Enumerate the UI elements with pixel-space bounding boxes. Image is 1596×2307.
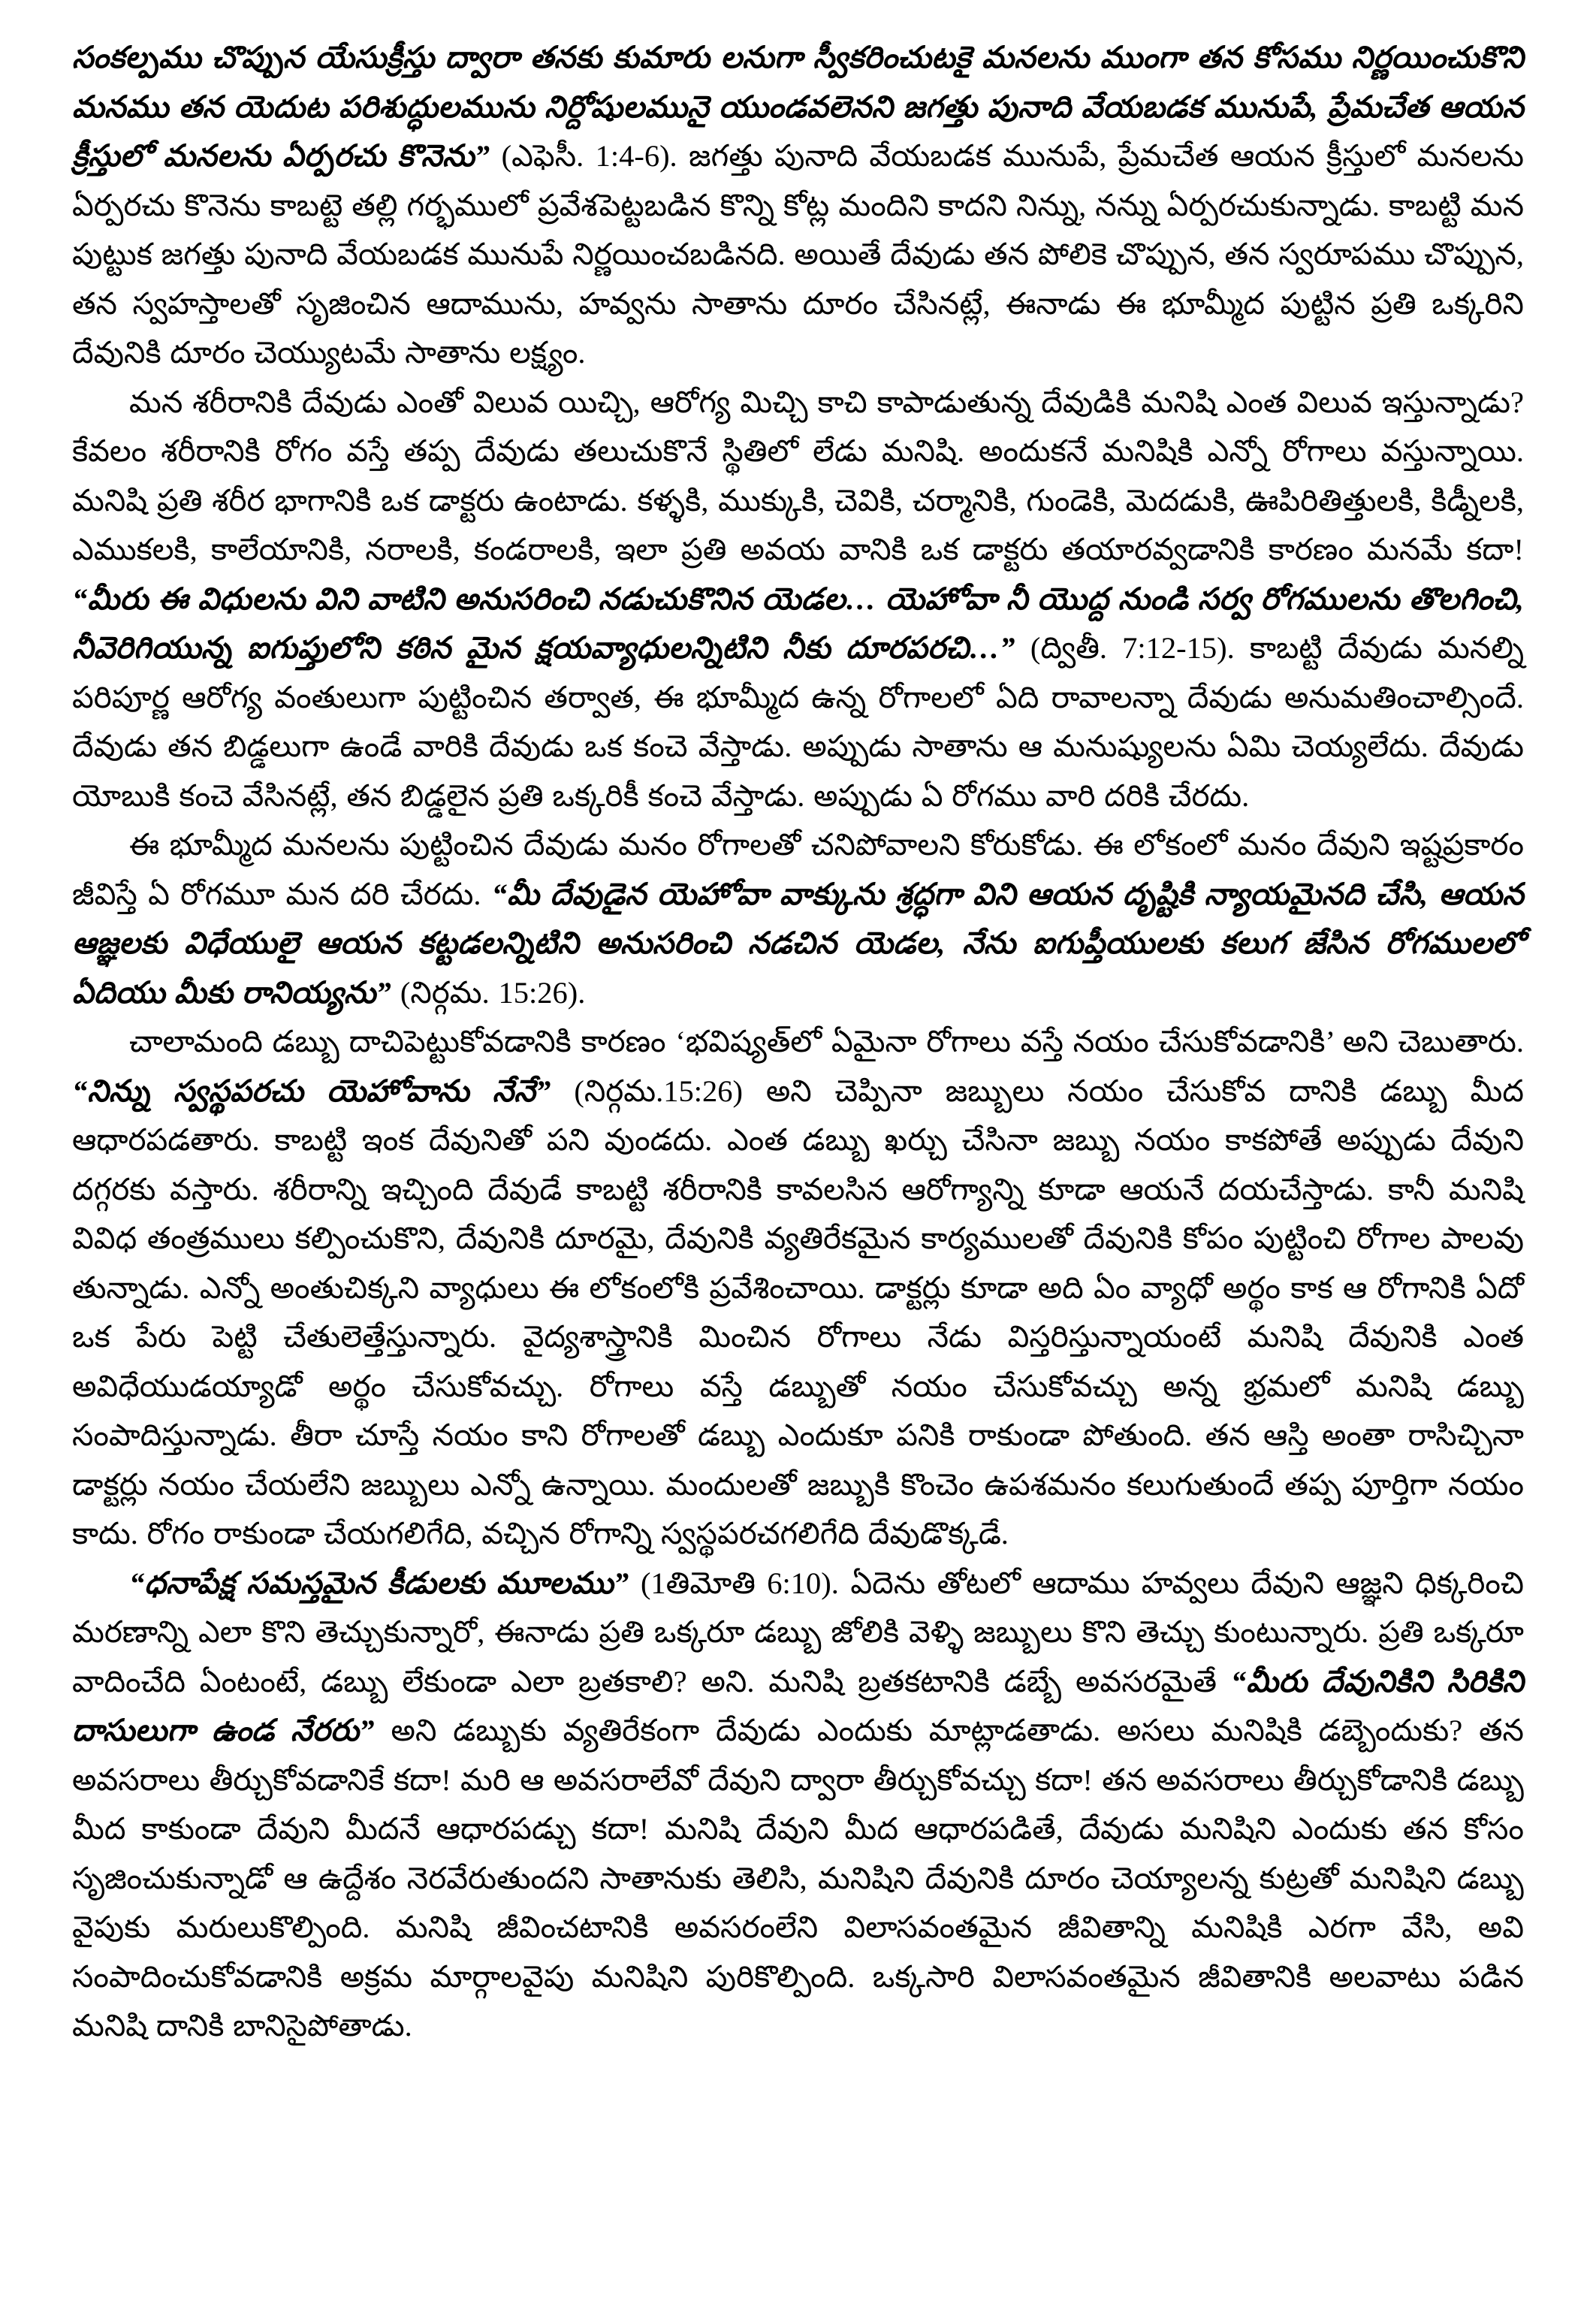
- paragraph: [72, 378, 1524, 821]
- body-text-run: (నిర్గమ.15:26) అని చెప్పినా జబ్బులు నయం చేసుకోవ దానికి డబ్బు మీద ఆధారపడతారు. కాబట్టి ఇంక దేవునితో పని వుండదు. ఎంత డబ్బు ఖర్చు చేసినా జబ్బు నయం కాకపోతే అప్పుడు దేవుని దగ్గరకు వస్తారు. శరీరాన్ని ఇచ్చింది దేవుడే కాబట్టి శరీరానికి కావలసిన ఆరోగ్యాన్ని కూడా ఆయనే దయచేస్తాడు. కానీ మనిషి వివిధ తంత్రములు కల్పించుకొని, దేవునికి దూరమై, దేవునికి వ్యతిరేకమైన కార్యములతో దేవునికి కోపం పుట్టించి రోగాల పాలవు తున్నాడు. ఎన్నో అంతుచిక్కని వ్యాధులు ఈ లోకంలోకి ప్రవేశించాయి. డాక్టర్లు కూడా అది ఏం వ్యాధో అర్థం కాక ఆ రోగానికి ఏదో ఒక పేరు పెట్టి చేతులెత్తేస్తున్నారు. వైద్యశాస్త్రానికి మించిన రోగాలు నేడు విస్తరిస్తున్నాయంటే మనిషి దేవునికి ఎంత అవిధేయుడయ్యాడో అర్థం చేసుకోవచ్చు. రోగాలు వస్తే డబ్బుతో నయం చేసుకోవచ్చు అన్న భ్రమలో మనిషి డబ్బు సంపాదిస్తున్నాడు. తీరా చూస్తే నయం కాని రోగాలతో డబ్బు ఎందుకూ పనికి రాకుండా పోతుంది. తన ఆస్తి అంతా రాసిచ్చినా డాక్టర్లు నయం చేయలేని జబ్బులు ఎన్నో ఉన్నాయి. మందులతో జబ్బుకి కొంచెం ఉపశమనం కలుగుతుందే తప్ప పూర్తిగా నయం కాదు. రోగం రాకుండా చేయగలిగేది, వచ్చిన రోగాన్ని స్వస్థపరచగలిగేది దేవుడొక్కడే.: [72, 1073, 1524, 1551]
- body-text-run: (ద్వితీ. 7:12-15). కాబట్టి దేవుడు మనల్ని పరిపూర్ణ ఆరోగ్య వంతులుగా పుట్టించిన తర్వాత, ఈ భూమ్మీద ఉన్న రోగాలలో ఏది రావాలన్నా దేవుడు అనుమతించాల్సిందే. దేవుడు తన బిడ్డలుగా ఉండే వారికి దేవుడు ఒక కంచె వేస్తాడు. అప్పుడు సాతాను ఆ మనుష్యులను ఏమి చెయ్యలేదు. దేవుడు యోబుకి కంచె వేసినట్లే, తన బిడ్డలైన ప్రతి ఒక్కరికీ కంచె వేస్తాడు. అప్పుడు ఏ రోగము వారి దరికి చేరదు.: [72, 631, 1524, 813]
- paragraph: [72, 1017, 1524, 1559]
- body-text-run: అని డబ్బుకు వ్యతిరేకంగా దేవుడు ఎందుకు మాట్లాడతాడు. అసలు మనిషికి డబ్బెందుకు? తన అవసరాలు తీర్చుకోవడానికే కదా! మరి ఆ అవసరాలేవో దేవుని ద్వారా తీర్చుకోవచ్చు కదా! తన అవసరాలు తీర్చుకోడానికి డబ్బు మీద కాకుండా దేవుని మీదనే ఆధారపడ్చు కదా! మనిషి దేవుని మీద ఆధారపడితే, దేవుడు మనిషిని ఎందుకు తన కోసం సృజించుకున్నాడో ఆ ఉద్దేశం నెరవేరుతుందని సాతానుకు తెలిసి, మనిషిని దేవునికి దూరం చెయ్యాలన్న కుట్రతో మనిషిని డబ్బు వైపుకు మరులుకొల్పింది. మనిషి జీవించటానికి అవసరంలేని విలాసవంతమైన జీవితాన్ని మనిషికి ఎరగా వేసి, అవి సంపాదించుకోవడానికి అక్రమ మార్గాలవైపు మనిషిని పురికొల్పింది. ఒక్కసారి విలాసవంతమైన జీవితానికి అలవాటు పడిన మనిషి దానికి బానిసైపోతాడు.: [72, 1714, 1524, 2043]
- paragraph: [72, 820, 1524, 1017]
- body-text-run: ఈ భూమ్మీద మనలను పుట్టించిన దేవుడు మనం రోగాలతో చనిపోవాలని కోరుకోడు. ఈ లోకంలో మనం దేవుని ఇష్టప్రకారం జీవిస్తే ఏ రోగమూ మన దరి చేరదు.: [72, 828, 1524, 911]
- paragraph: [72, 1559, 1524, 2051]
- body-text-run: (ఎఫెసీ. 1:4-6). జగత్తు పునాది వేయబడక మునుపే, ప్రేమచేత ఆయన క్రీస్తులో మనలను ఏర్పరచు కొనెను కాబట్టె తల్లి గర్భములో ప్రవేశపెట్టబడిన కొన్ని కోట్ల మందిని కాదని నిన్ను, నన్ను ఏర్పరచుకున్నాడు. కాబట్టి మన పుట్టుక జగత్తు పునాది వేయబడక మునుపే నిర్ణయించబడినది. అయితే దేవుడు తన పోలికె చొప్పున, తన స్వరూపము చొప్పున, తన స్వహస్తాలతో సృజించిన ఆదామును, హవ్వను సాతాను దూరం చేసినట్లే, ఈనాడు ఈ భూమ్మీద పుట్టిన ప్రతి ఒక్కరిని దేవునికి దూరం చెయ్యుటమే సాతాను లక్ష్యం.: [72, 139, 1524, 370]
- paragraph: [72, 33, 1524, 378]
- scripture-quote: “మీరు ఈ విధులను విని వాటిని అనుసరించి నడుచుకొనిన యెడల… యెహోవా నీ యొద్ద నుండి సర్వ రోగములను తొలగించి, నీవెరిగియున్న ఐగుప్తులోని కఠిన మైన క్షయవ్యాధులన్నిటిని నీకు దూరపరచి…”: [72, 581, 1524, 665]
- document-body: [72, 33, 1524, 2051]
- body-text-run: (1తిమోతి 6:10). ఏదెను తోటలో ఆదాము హవ్వలు దేవుని ఆజ్ఞని ధిక్కరించి మరణాన్ని ఎలా కొని తెచ్చుకున్నారో, ఈనాడు ప్రతి ఒక్కరూ డబ్బు జోలికి వెళ్ళి జబ్బులు కొని తెచ్చు కుంటున్నారు. ప్రతి ఒక్కరూ వాదించేది ఏంటంటే, డబ్బు లేకుండా ఎలా బ్రతకాలి? అని. మనిషి బ్రతకటానికి డబ్బే అవసరమైతే: [72, 1566, 1524, 1699]
- scripture-quote: “ధనాపేక్ష సమస్తమైన కీడులకు మూలము”: [129, 1566, 641, 1600]
- scripture-quote: “మీ దేవుడైన యెహోవా వాక్కును శ్రద్ధగా విని ఆయన దృష్టికి న్యాయమైనది చేసి, ఆయన ఆజ్ఞలకు విధేయులై ఆయన కట్టడలన్నిటిని అనుసరించి నడచిన యెడల, నేను ఐగుప్తీయులకు కలుగ జేసిన రోగములలో ఏదియు మీకు రానియ్యను”: [72, 877, 1524, 1010]
- scripture-quote: “మీరు దేవునికిని సిరికిని దాసులుగా ఉండ నేరరు”: [72, 1664, 1524, 1747]
- body-text-run: మన శరీరానికి దేవుడు ఎంతో విలువ యిచ్చి, ఆరోగ్య మిచ్చి కాచి కాపాడుతున్న దేవుడికి మనిషి ఎంత విలువ ఇస్తున్నాడు? కేవలం శరీరానికి రోగం వస్తే తప్ప దేవుడు తలుచుకొనే స్థితిలో లేడు మనిషి. అందుకనే మనిషికి ఎన్నో రోగాలు వస్తున్నాయి. మనిషి ప్రతి శరీర భాగానికి ఒక డాక్టరు ఉంటాడు. కళ్ళకి, ముక్కుకి, చెవికి, చర్మానికి, గుండెకి, మెదడుకి, ఊపిరితిత్తులకి, కిడ్నీలకి, ఎముకలకి, కాలేయానికి, నరాలకి, కండరాలకి, ఇలా ప్రతి అవయ వానికి ఒక డాక్టరు తయారవ్వడానికి కారణం మనమే కదా!: [72, 385, 1524, 566]
- scripture-quote: సంకల్పము చొప్పున యేసుక్రీస్తు ద్వారా తనకు కుమారు లనుగా స్వీకరించుటకై మనలను ముంగా తన కోసము నిర్ణయించుకొని మనము తన యెదుట పరిశుద్ధులమును నిర్దోషులమునై యుండవలెనని జగత్తు పునాది వేయబడక మునుపే, ప్రేమచేత ఆయన క్రీస్తులో మనలను ఏర్పరచు కొనెను”: [72, 41, 1524, 173]
- body-text-run: చాలామంది డబ్బు దాచిపెట్టుకోవడానికి కారణం ‘భవిష్యత్‌లో ఏమైనా రోగాలు వస్తే నయం చేసుకోవడానికి’ అని చెబుతారు.: [129, 1025, 1524, 1058]
- body-text-run: (నిర్గమ. 15:26).: [400, 975, 586, 1010]
- scripture-quote: “నిన్ను స్వస్థపరచు యెహోవాను నేనే”: [72, 1073, 575, 1108]
